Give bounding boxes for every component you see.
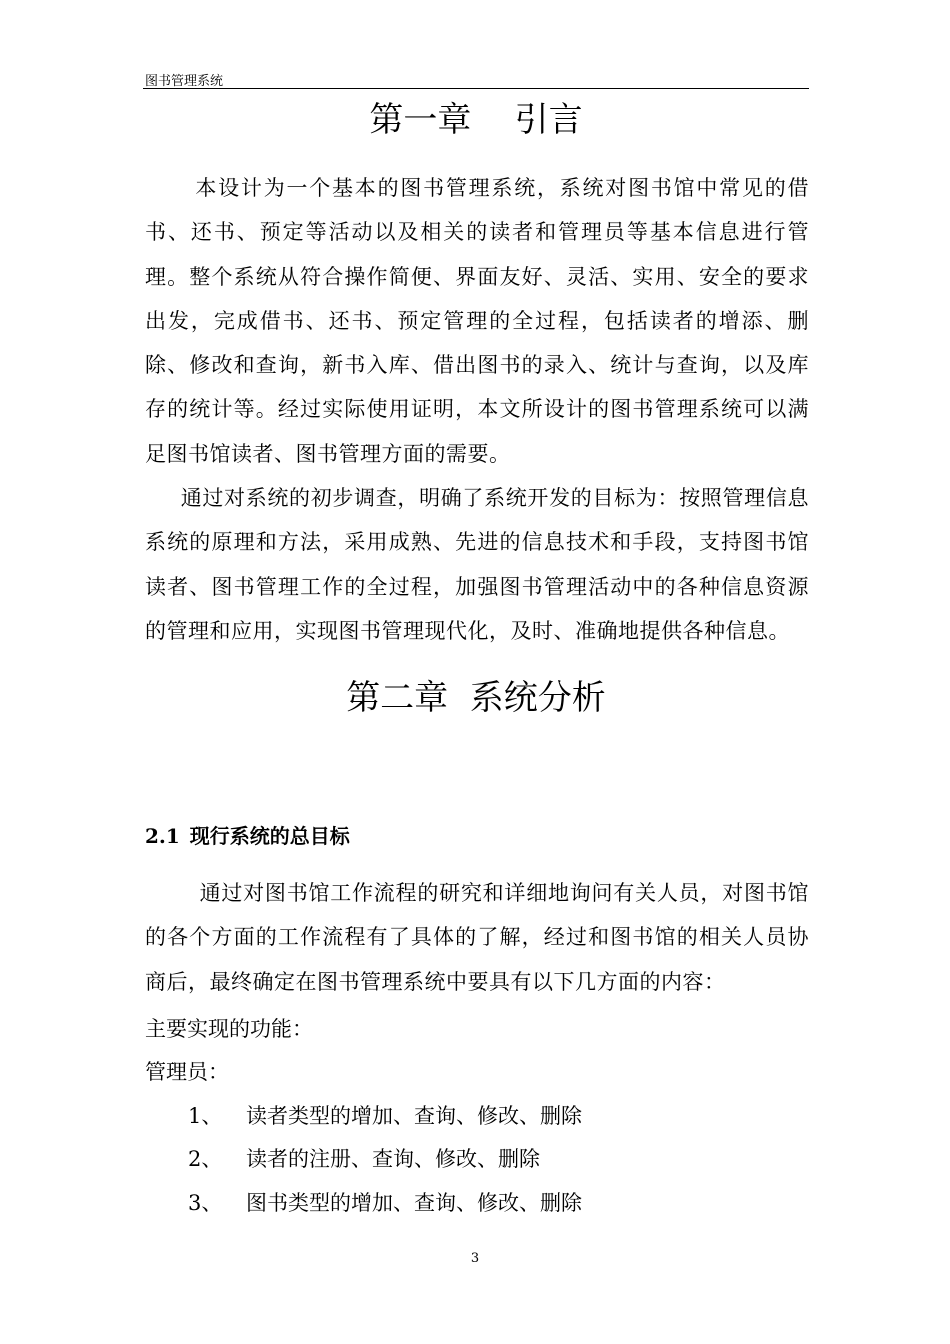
section-heading — [145, 820, 350, 849]
list-item-text: 读者类型的增加、查询、修改、删除 — [246, 1104, 582, 1128]
page-number: 3 — [470, 1251, 480, 1266]
chapter2-title: 第二章 系统分析 — [346, 678, 606, 718]
list-item-text: 读者的注册、查询、修改、删除 — [246, 1147, 540, 1171]
header-divider — [143, 88, 809, 89]
section-title: 现行系统的总目标 — [189, 824, 350, 848]
chapter1-paragraph-2: 通过对系统的初步调查，明确了系统开发的目标为：按照管理信息系统的原理和方法，采用成熟、先进的信息技术和手段，支持图书馆读者、图书管理工作的全过程，加强图书管理活动中的各种信息资源的管理和应用，实现图书管理现代化，及时、准确地提供各种信息。 — [145, 486, 809, 643]
section-number: 2.1 — [145, 824, 180, 848]
main-functions-label: 主要实现的功能： — [145, 1017, 313, 1041]
chapter1-title: 第一章 引言 — [369, 100, 583, 140]
list-item-number: 2、 — [188, 1147, 223, 1171]
list-item-number: 1、 — [188, 1104, 223, 1128]
running-header: 图书管理系统 — [145, 74, 224, 89]
list-item-number: 3、 — [188, 1191, 223, 1215]
list-item-text: 图书类型的增加、查询、修改、删除 — [246, 1191, 582, 1215]
list-item — [188, 1187, 582, 1217]
chapter2-paragraph-1: 通过对图书馆工作流程的研究和详细地询问有关人员，对图书馆的各个方面的工作流程有了具体的了解，经过和图书馆的相关人员协商后，最终确定在图书管理系统中要具有以下几方面的内容： — [145, 881, 809, 994]
admin-label: 管理员： — [145, 1060, 229, 1084]
list-item — [188, 1100, 582, 1130]
list-item — [188, 1143, 540, 1173]
chapter1-paragraph-1: 本设计为一个基本的图书管理系统，系统对图书馆中常见的借书、还书、预定等活动以及相关的读者和管理员等基本信息进行管理。整个系统从符合操作简便、界面友好、灵活、实用、安全的要求出发，完成借书、还书、预定管理的全过程，包括读者的增添、删除、修改和查询，新书入库、借出图书的录入、统计与查询，以及库存的统计等。经过实际使用证明，本文所设计的图书管理系统可以满足图书馆读者、图书管理方面的需要。 — [145, 176, 809, 466]
